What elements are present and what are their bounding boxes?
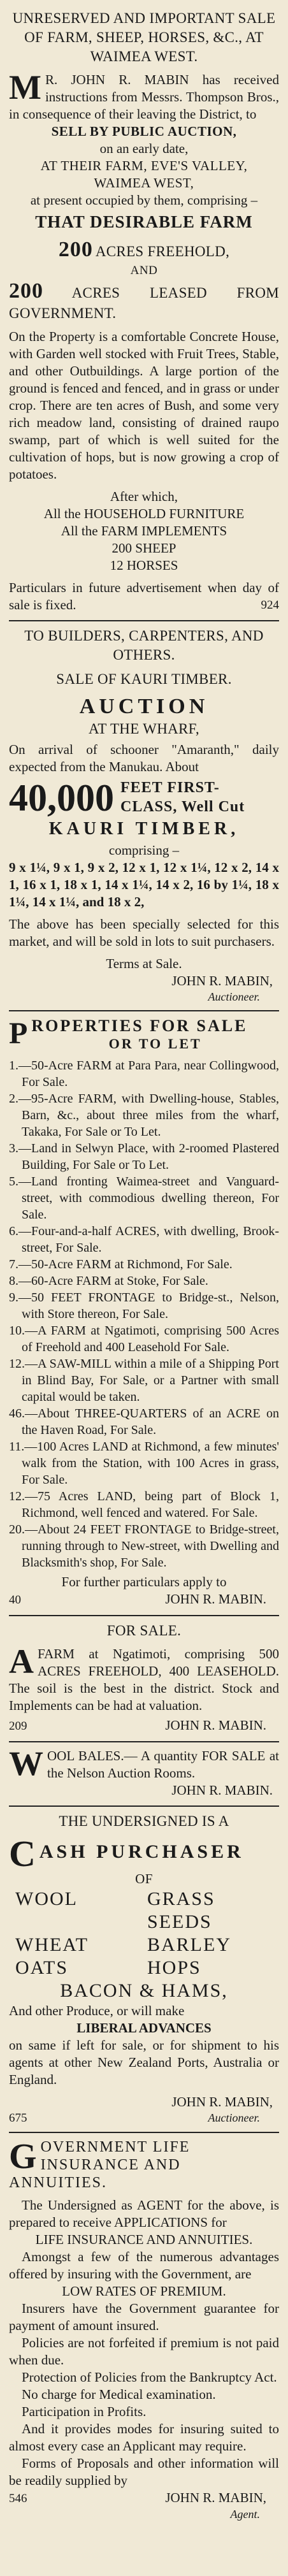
forms-paragraph: Forms of Proposals and other information will be readily supplied by <box>9 2456 279 2488</box>
ad-header: THE UNDERSIGNED IS A <box>59 1813 229 1829</box>
list-item: 12.—A SAW-MILL within a mile of a Shipping Port in Blind Bay, For Sale, or a Partner with small capital would be taken. <box>9 1357 279 1404</box>
ad-subheader: SALE OF KAURI TIMBER. <box>56 671 232 687</box>
implements-line: All the FARM IMPLEMENTS <box>61 523 227 539</box>
protection-paragraph: Protection of Policies from the Bankruptcy Act. <box>22 2370 277 2385</box>
produce-grid <box>9 1888 279 1979</box>
ad-code: 924 <box>261 598 279 612</box>
list-item: 5.—Land fronting Waimea-street and Vanguard-street, with commodious dwelling thereon, For Sale. <box>9 1175 279 1222</box>
list-item: 12.—75 Acres LAND, being part of Block 1, Richmond, well fenced and watered. For Sale. <box>9 1489 279 1520</box>
auction-heading: AUCTION <box>79 695 209 718</box>
ngatimoti-farm-advertisement <box>9 1616 279 1742</box>
drop-cap: P <box>9 1017 28 1050</box>
desirable-farm: THAT DESIRABLE FARM <box>35 212 253 231</box>
wool-text: OOL BALES.— A quantity FOR SALE at the Nelson Auction Rooms. <box>47 1748 279 1781</box>
list-item: 3.—Land in Selwyn Place, with 2-roomed Plastered Building, For Sale or To Let. <box>9 1141 279 1172</box>
agent-name: JOHN R. MABIN, <box>171 973 273 988</box>
kauri-timber-advertisement <box>9 621 279 1011</box>
produce-item: OATS <box>15 1957 69 1978</box>
life-insurance-line: LIFE INSURANCE AND ANNUITIES. <box>35 2232 253 2247</box>
waimea-line: WAIMEA WEST, <box>94 175 194 191</box>
produce-item: WHEAT <box>15 1934 89 1955</box>
list-item: 9.—50 FEET FRONTAGE to Bridge-st., Nelson, with Store thereon, For Sale. <box>9 1291 279 1321</box>
agent-name: JOHN R. MABIN. <box>165 1591 266 1607</box>
ad-header: TO BUILDERS, CARPENTERS, AND OTHERS. <box>24 628 264 663</box>
drop-cap: G <box>9 2138 37 2176</box>
of-line: OF <box>135 1871 153 1886</box>
arrival-text: On arrival of schooner "Amaranth," daily expected from the Manukau. About <box>9 742 279 774</box>
list-item: 46.—About THREE-QUARTERS of an ACRE on the Haven Road, For Sale. <box>9 1407 279 1437</box>
consign-text: on same if left for sale, or for shipment to his agents at other New Zealand Ports, Australia or England. <box>9 2037 279 2087</box>
leased-number: 200 <box>9 279 43 303</box>
comprising: comprising – <box>108 843 180 858</box>
list-item: 11.—100 Acres LAND at Richmond, a few minutes' walk from the Station, with 100 Acres in grass, For Sale. <box>9 1440 279 1487</box>
sheep-line: 200 SHEEP <box>112 540 176 556</box>
header-line-1: ROPERTIES FOR SALE <box>31 1017 248 1035</box>
advances-line: LIBERAL ADVANCES <box>76 2020 212 2036</box>
list-item: 1.—50-Acre FARM at Para Para, near Collingwood, For Sale. <box>9 1059 279 1089</box>
signature-row <box>9 1591 279 1609</box>
particulars-text: Particulars in future advertisement when day of sale is fixed. <box>9 580 279 612</box>
advantages-paragraph: Amongst a few of the numerous advantages offered by insuring with the Government, are <box>9 2249 279 2282</box>
farm-description <box>9 1642 279 1714</box>
drop-cap: C <box>9 1836 36 1870</box>
drop-cap: W <box>9 1744 43 1783</box>
wool-bales-text <box>9 1744 279 1783</box>
properties-header <box>9 1017 279 1052</box>
farm-location: AT THEIR FARM, EVE'S VALLEY, <box>40 158 248 173</box>
feet-description <box>114 778 245 816</box>
agent-name: JOHN R. MABIN, <box>171 2094 273 2109</box>
sell-line: SELL BY PUBLIC AUCTION, <box>51 124 237 139</box>
farm-text: FARM at Ngatimoti, comprising 500 ACRES FREEHOLD, 400 LEASEHOLD. The soil is the best in the district. Stock and Implements can be had at valuation. <box>9 1646 279 1713</box>
signature-row <box>9 1717 279 1735</box>
agent-paragraph: The Undersigned as AGENT for the above, is prepared to receive APPLICATIONS for <box>9 2197 279 2230</box>
produce-item: BARLEY <box>147 1934 231 1955</box>
timber-quantity <box>9 777 279 819</box>
low-rates-line: LOW RATES OF PREMIUM. <box>62 2283 226 2299</box>
wharf-line: AT THE WHARF, <box>89 721 199 737</box>
agent-name: JOHN R. MABIN. <box>165 1718 266 1733</box>
provision-paragraph: And it provides modes for insuring suited to almost every case an Applicant may require. <box>9 2421 279 2454</box>
list-item: 8.—60-Acre FARM at Stoke, For Sale. <box>9 1274 208 1288</box>
after-which: After which, <box>110 489 178 504</box>
freehold-line <box>9 237 279 263</box>
produce-item: GRASS SEEDS <box>147 1888 215 1932</box>
class-well: CLASS, Well Cut <box>120 799 245 815</box>
list-item: 2.—95-Acre FARM, with Dwelling-house, Stables, Barn, &c., about three miles from the wharf, Takaka, For Sale or To Let. <box>9 1092 279 1139</box>
medical-paragraph: No charge for Medical examination. <box>22 2387 216 2402</box>
header-line-2: OR TO LET <box>108 1036 202 1052</box>
agent-title: Auctioneer. <box>208 990 260 1003</box>
insurance-title: OVERNMENT LIFE INSURANCE AND ANNUITIES. <box>9 2139 191 2191</box>
ad-code: 40 <box>9 1593 21 1607</box>
furniture-line: All the HOUSEHOLD FURNITURE <box>43 506 245 521</box>
cash-purchaser-heading <box>9 1836 279 1870</box>
selection-note: The above has been specially selected for this market, and will be sold in lots to suit purchasers. <box>9 916 279 949</box>
farm-sale-advertisement <box>9 4 279 621</box>
guarantee-paragraph: Insurers have the Government guarantee for payment of amount insured. <box>9 2301 279 2333</box>
ad-code: 675 <box>9 2111 27 2125</box>
signature-row <box>9 2111 279 2125</box>
further-particulars: For further particulars apply to <box>61 1574 227 1589</box>
leased-text: ACRES LEASED FROM GOVERNMENT. <box>9 285 279 321</box>
produce-item: WOOL <box>15 1888 78 1909</box>
agent-title: Auctioneer. <box>208 2111 260 2124</box>
produce-line: And other Produce, or will make <box>9 2003 185 2018</box>
signature-row <box>9 2489 279 2507</box>
produce-item: HOPS <box>147 1957 201 1978</box>
forfeited-paragraph: Policies are not forfeited if premium is not paid when due. <box>9 2335 279 2368</box>
cash-purchaser: ASH PURCHASER <box>39 1841 244 1862</box>
leased-line <box>9 279 279 323</box>
list-item: 20.—About 24 FEET FRONTAGE to Bridge-street, running through to New-street, with Dwelling and Blacksmith's shop, For Sale. <box>9 1523 279 1570</box>
government-insurance-advertisement <box>9 2133 279 2528</box>
wool-bales-advertisement <box>9 1742 279 1807</box>
and-line: AND <box>130 264 158 277</box>
particulars-line <box>9 579 279 614</box>
freehold-number: 200 <box>58 238 93 261</box>
list-item: 10.—A FARM at Ngatimoti, comprising 500 Acres of Freehold and 400 Leasehold For Sale. <box>9 1324 279 1354</box>
occupied-line: at present occupied by them, comprising – <box>30 192 258 208</box>
date-line: on an early date, <box>99 141 189 156</box>
list-item: 6.—Four-and-a-half ACRES, with dwelling, Brook-street, For Sale. <box>9 1224 279 1255</box>
timber-sizes: 9 x 1¼, 9 x 1, 9 x 2, 12 x 1, 12 x 1¼, 12 x 2, 14 x 1, 16 x 1, 18 x 1, 14 x 1¼, 14 x 2, 16 by 1¼, 18 x 1¼, 14 x 1¼, and 18 x 2, <box>9 860 279 909</box>
ad-code: 209 <box>9 1719 27 1733</box>
ad-header: UNRESERVED AND IMPORTANT SALE OF FARM, SHEEP, HORSES, &C., AT WAIMEA WEST. <box>12 10 276 64</box>
cash-purchaser-advertisement <box>9 1807 279 2133</box>
drop-cap: M <box>9 68 41 106</box>
list-item: 7.—50-Acre FARM at Richmond, For Sale. <box>9 1257 233 1271</box>
insurance-header <box>9 2138 279 2192</box>
intro-text: R. JOHN R. MABIN has received instructions from Messrs. Thompson Bros., in consequence of their leaving the District, to <box>9 72 279 122</box>
feet-first: FEET FIRST- <box>120 779 220 796</box>
ad-header: FOR SALE. <box>106 1623 182 1639</box>
agent-name: JOHN R. MABIN, <box>165 2490 266 2505</box>
property-list <box>9 1057 279 1571</box>
terms-line: Terms at Sale. <box>106 956 182 971</box>
agent-name: JOHN R. MABIN. <box>171 1783 273 1798</box>
intro-paragraph <box>9 68 279 123</box>
property-description: On the Property is a comfortable Concrete House, with Garden well stocked with Fruit Trees, Stable, and other Outbuildings. A large portion of the ground is fenced and fenced, and in grass or under crop. There are ten acres of Bush, and some very rich meadow land, consisting of drained raupo swamp, part of which is well suited for the cultivation of hops, but is now growing a crop of potatoes. <box>9 329 279 482</box>
bacon-line: BACON & HAMS, <box>60 1980 228 2001</box>
profits-paragraph: Participation in Profits. <box>22 2404 147 2419</box>
agent-title: Agent. <box>230 2508 260 2521</box>
horses-line: 12 HORSES <box>110 558 178 573</box>
properties-advertisement <box>9 1011 279 1616</box>
freehold-text: ACRES FREEHOLD, <box>95 243 230 259</box>
drop-cap: A <box>9 1642 34 1681</box>
quantity-number: 40,000 <box>9 777 114 819</box>
kauri-timber: KAURI TIMBER, <box>48 819 240 839</box>
ad-code: 546 <box>9 2492 27 2505</box>
